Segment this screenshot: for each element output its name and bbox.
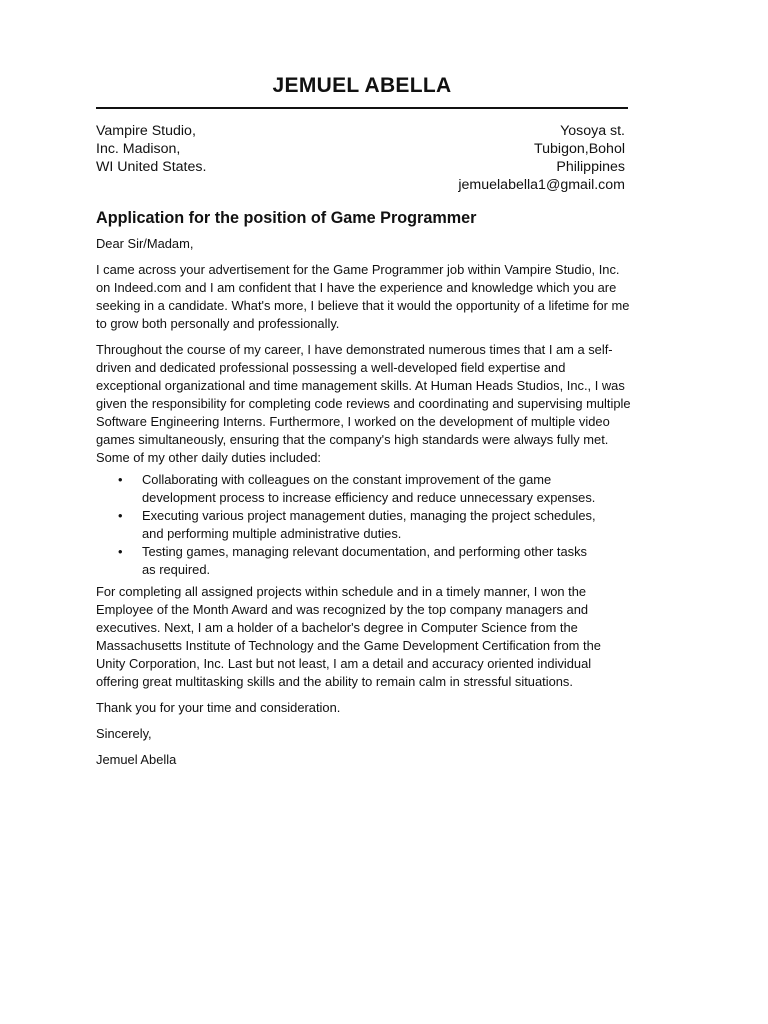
duties-list <box>96 471 632 579</box>
letter-body <box>96 235 632 777</box>
header-divider <box>96 107 628 109</box>
signature: Jemuel Abella <box>96 752 177 767</box>
applicant-name: JEMUEL ABELLA <box>272 74 452 97</box>
list-item <box>118 543 602 579</box>
recipient-address <box>96 122 206 176</box>
list-item <box>118 507 602 543</box>
sender-address <box>458 122 625 194</box>
closing: Sincerely, <box>96 726 152 741</box>
list-item-text: Collaborating with colleagues on the constant improvement of the game development process to increase efficiency and reduce unnecessary expenses. <box>142 472 596 505</box>
recipient-address-line: Vampire Studio, <box>96 123 196 139</box>
list-item-text: Testing games, managing relevant documentation, and performing other tasks as required. <box>142 544 587 577</box>
bullet-icon: • <box>118 472 123 487</box>
body-paragraph: For completing all assigned projects within schedule and in a timely manner, I won the Employee of the Month Award and was recognized by the top company managers and executives. Next, I am a holder of a bachelor's degree in Computer Science from the Massachusetts Institute of Technology and the Game Development Certification from the Unity Corporation, Inc. Last but not least, I am a detail and accuracy oriented individual offering great multitasking skills and the ability to remain calm in stressful situations. <box>96 584 601 689</box>
salutation: Dear Sir/Madam, <box>96 236 194 251</box>
sender-address-line: Yosoya st. <box>560 123 625 139</box>
thanks-line: Thank you for your time and consideration. <box>96 700 341 715</box>
sender-address-line: Philippines <box>556 159 625 175</box>
sender-email: jemuelabella1@gmail.com <box>458 177 625 193</box>
recipient-address-line: Inc. Madison, <box>96 141 181 157</box>
bullet-icon: • <box>118 508 123 523</box>
body-paragraph: Throughout the course of my career, I have demonstrated numerous times that I am a self-driven and dedicated professional possessing a well-developed field expertise and exceptional organizational and time management skills. At Human Heads Studios, Inc., I was given the responsibility for completing code reviews and coordinating and supervising multiple Software Engineering Interns. Furthermore, I worked on the development of multiple video games simultaneously, ensuring that the company's high standards were always fully met. Some of my other daily duties included: <box>96 342 631 465</box>
recipient-address-line: WI United States. <box>96 159 207 175</box>
letter-heading: Application for the position of Game Programmer <box>96 209 477 227</box>
list-item-text: Executing various project management duties, managing the project schedules, and performing multiple administrative duties. <box>142 508 596 541</box>
bullet-icon: • <box>118 544 123 559</box>
body-paragraph: I came across your advertisement for the Game Programmer job within Vampire Studio, Inc. on Indeed.com and I am confident that I have the experience and knowledge which you are seeking in a candidate. What's more, I believe that it would the opportunity of a lifetime for me to grow both personally and professionally. <box>96 262 630 331</box>
sender-address-line: Tubigon,Bohol <box>534 141 625 157</box>
list-item <box>118 471 602 507</box>
